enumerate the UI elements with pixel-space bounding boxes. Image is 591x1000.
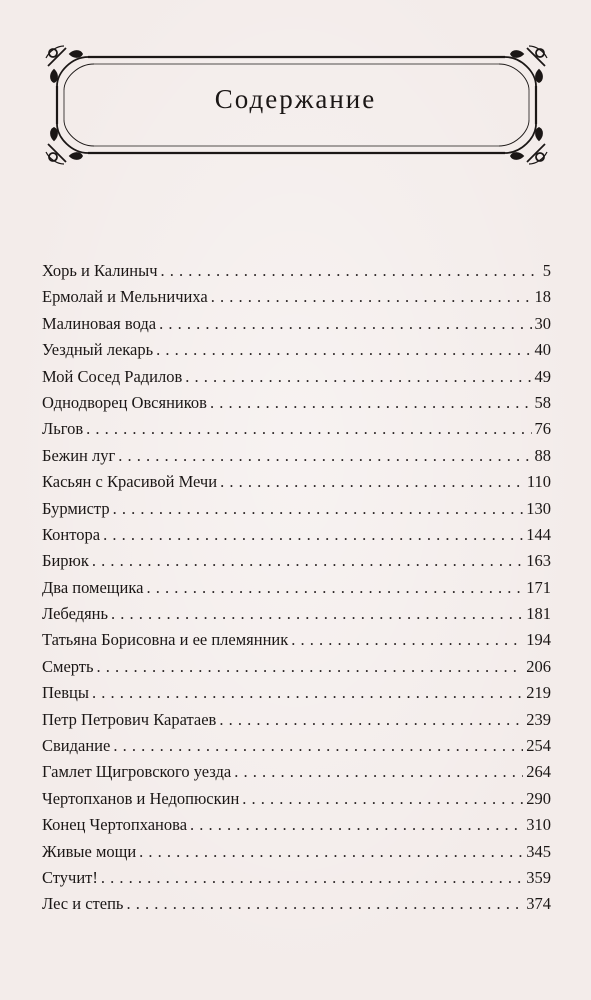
toc-entry[interactable] (42, 337, 551, 363)
toc-entry-page-number: 194 (526, 630, 551, 650)
toc-dot-leader (185, 364, 531, 390)
toc-dot-leader (161, 258, 540, 284)
toc-entry[interactable] (42, 891, 551, 917)
toc-dot-leader (156, 337, 531, 363)
toc-entry[interactable] (42, 733, 551, 759)
toc-entry[interactable] (42, 311, 551, 337)
toc-entry-title: Бирюк (42, 551, 89, 571)
toc-dot-leader (220, 469, 524, 495)
toc-dot-leader (92, 548, 523, 574)
toc-entry[interactable] (42, 839, 551, 865)
toc-entry-page-number: 110 (526, 472, 551, 492)
toc-entry-title: Певцы (42, 683, 89, 703)
toc-entry[interactable] (42, 601, 551, 627)
toc-entry-title: Конец Чертопханова (42, 815, 188, 835)
toc-entry-title: Гамлет Щигровского уезда (42, 762, 232, 782)
toc-entry-page-number: 290 (526, 788, 551, 808)
toc-entry-title: Мой Сосед Радилов (42, 366, 183, 386)
toc-entry-title: Хорь и Калиныч (42, 261, 158, 280)
toc-entry-title: Льгов (42, 419, 84, 439)
toc-entry-page-number: 359 (526, 867, 551, 887)
toc-dot-leader (118, 443, 531, 469)
toc-entry[interactable] (42, 284, 551, 310)
toc-dot-leader (234, 759, 523, 785)
toc-entry-title: Петр Петрович Каратаев (42, 709, 217, 729)
toc-entry[interactable] (42, 759, 551, 785)
toc-entry-title: Чертопханов и Недопюскин (42, 788, 240, 808)
toc-entry[interactable] (42, 364, 551, 390)
toc-entry-title: Стучит! (42, 867, 98, 887)
toc-entry[interactable] (42, 575, 551, 601)
toc-entry-title: Бежин луг (42, 445, 116, 465)
toc-dot-leader (103, 522, 523, 548)
toc-entry-title: Однодворец Овсяников (42, 392, 207, 412)
toc-entry-page-number: 171 (526, 577, 551, 597)
toc-entry-title: Касьян с Красивой Мечи (42, 472, 218, 492)
toc-dot-leader (159, 311, 531, 337)
toc-entry[interactable] (42, 812, 551, 838)
toc-dot-leader (219, 707, 523, 733)
toc-entry-page-number: 345 (526, 841, 551, 861)
table-of-contents (42, 258, 551, 918)
toc-entry[interactable] (42, 627, 551, 653)
toc-entry-page-number: 76 (534, 419, 551, 439)
toc-entry-title: Живые мощи (42, 841, 137, 861)
toc-dot-leader (146, 575, 523, 601)
toc-entry[interactable] (42, 548, 551, 574)
toc-entry-page-number: 130 (526, 498, 551, 518)
toc-entry-title: Татьяна Борисовна и ее племянник (42, 630, 289, 650)
toc-dot-leader (126, 891, 523, 917)
toc-dot-leader (111, 601, 523, 627)
toc-dot-leader (101, 865, 523, 891)
page-title: Содержание (214, 84, 377, 114)
toc-entry-title: Лес и степь (42, 894, 124, 914)
toc-entry-title: Лебедянь (42, 604, 109, 624)
toc-entry-page-number: 219 (526, 683, 551, 703)
toc-entry-title: Бурмистр (42, 498, 110, 518)
toc-entry-title: Контора (42, 524, 101, 544)
toc-entry-page-number: 49 (534, 366, 551, 386)
toc-entry[interactable] (42, 390, 551, 416)
toc-entry[interactable] (42, 654, 551, 680)
toc-entry-page-number: 30 (534, 313, 551, 333)
toc-entry[interactable] (42, 469, 551, 495)
toc-entry[interactable] (42, 707, 551, 733)
toc-entry-title: Малиновая вода (42, 313, 157, 333)
toc-entry-page-number: 264 (526, 762, 551, 782)
toc-entry-page-number: 163 (526, 551, 551, 571)
toc-dot-leader (113, 733, 523, 759)
toc-entry-title: Свидание (42, 736, 111, 756)
toc-dot-leader (190, 812, 523, 838)
toc-entry[interactable] (42, 258, 551, 284)
toc-entry-page-number: 310 (526, 815, 551, 835)
toc-dot-leader (210, 390, 532, 416)
toc-entry-page-number: 5 (542, 261, 551, 280)
toc-entry[interactable] (42, 786, 551, 812)
toc-entry-page-number: 40 (534, 340, 551, 360)
toc-dot-leader (86, 416, 531, 442)
toc-entry-page-number: 374 (526, 894, 551, 914)
toc-dot-leader (139, 839, 523, 865)
toc-entry[interactable] (42, 443, 551, 469)
toc-entry-page-number: 239 (526, 709, 551, 729)
toc-entry-page-number: 144 (526, 524, 551, 544)
toc-dot-leader (291, 627, 523, 653)
toc-entry-title: Смерть (42, 656, 94, 676)
toc-entry-page-number: 206 (526, 656, 551, 676)
toc-entry[interactable] (42, 865, 551, 891)
toc-entry[interactable] (42, 416, 551, 442)
toc-entry-page-number: 88 (534, 445, 551, 465)
toc-entry[interactable] (42, 680, 551, 706)
toc-entry-title: Уездный лекарь (42, 340, 154, 360)
toc-entry-title: Два помещика (42, 577, 144, 597)
toc-entry[interactable] (42, 522, 551, 548)
toc-dot-leader (97, 654, 524, 680)
toc-entry-page-number: 58 (534, 392, 551, 412)
toc-dot-leader (113, 496, 524, 522)
toc-entry-title: Ермолай и Мельничиха (42, 287, 208, 307)
toc-entry[interactable] (42, 496, 551, 522)
toc-dot-leader (92, 680, 523, 706)
toc-entry-page-number: 18 (534, 287, 551, 307)
toc-entry-page-number: 254 (526, 736, 551, 756)
toc-entry-page-number: 181 (526, 604, 551, 624)
toc-dot-leader (242, 786, 523, 812)
toc-dot-leader (211, 284, 532, 310)
